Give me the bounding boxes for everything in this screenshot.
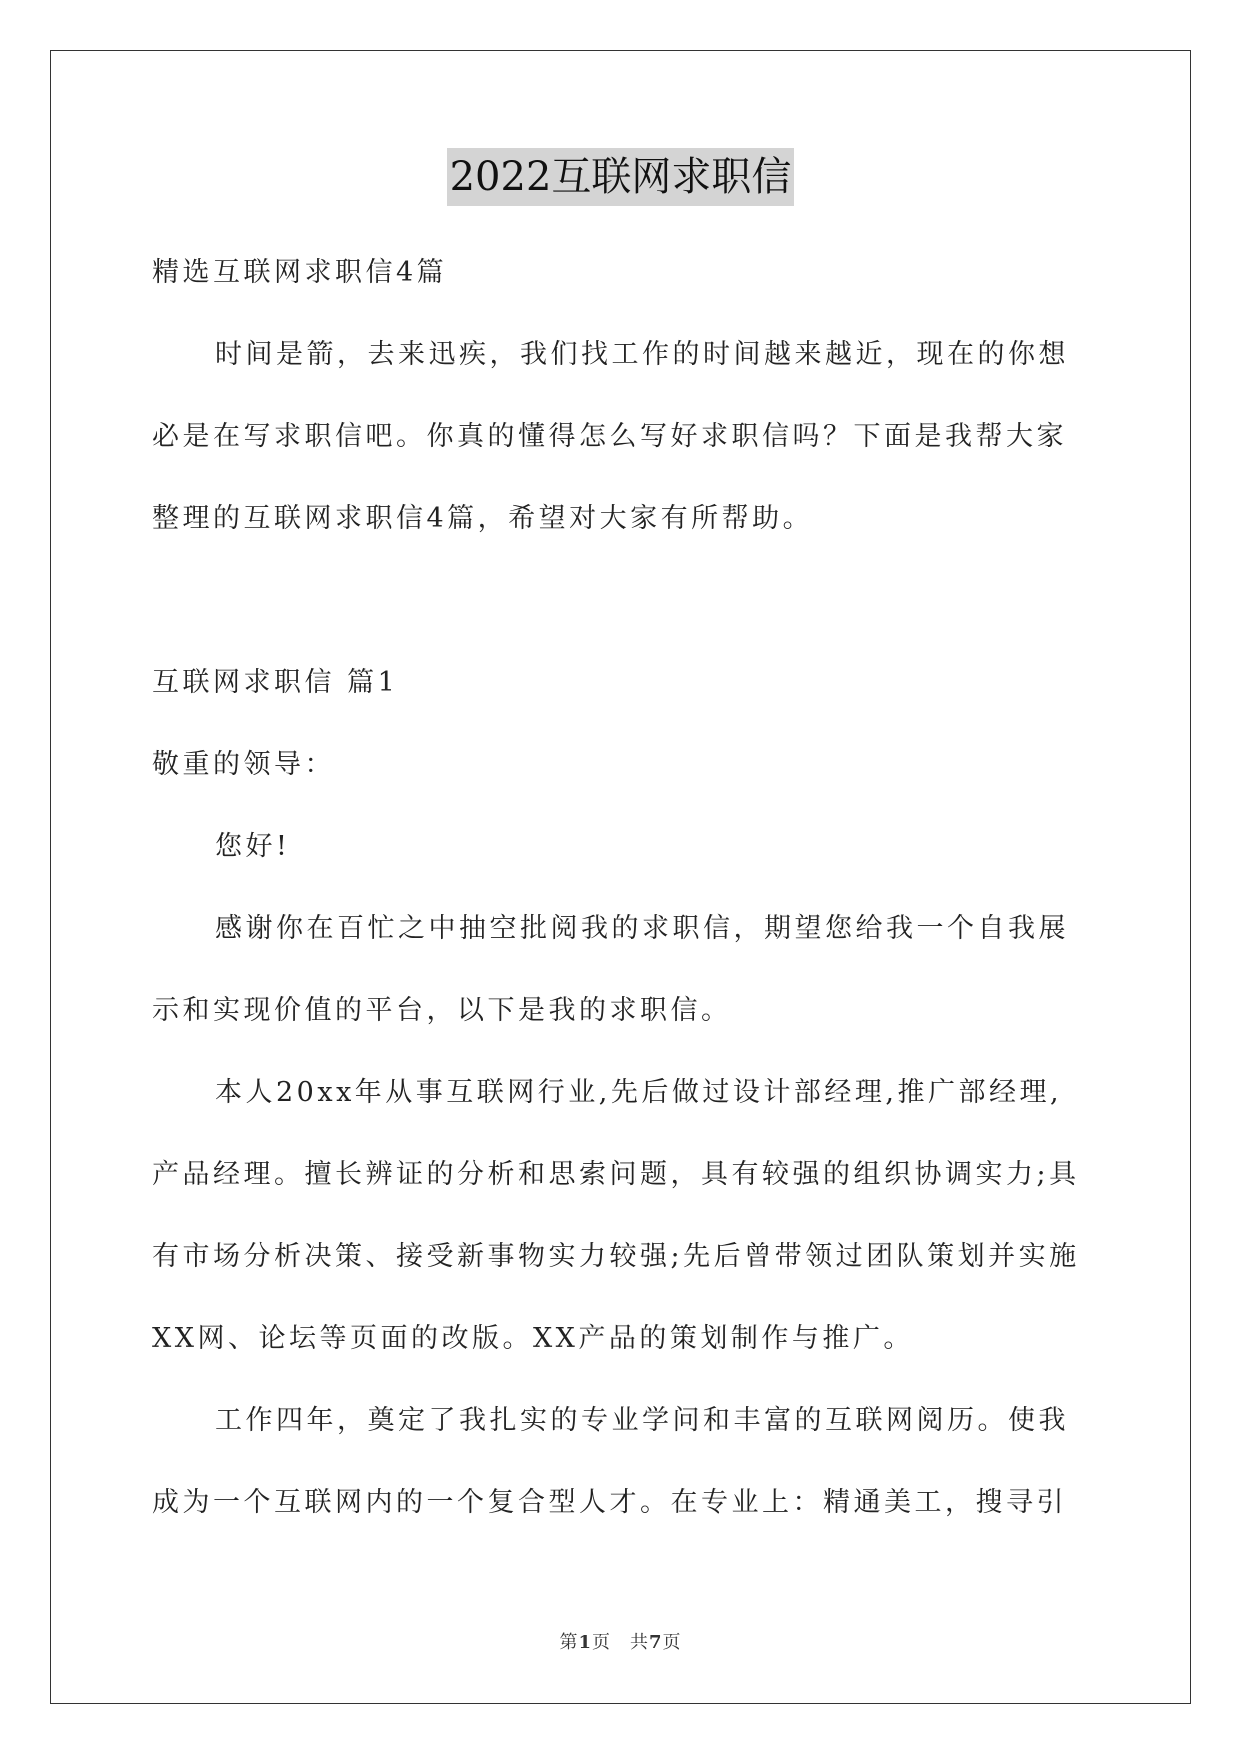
document-body: [152, 232, 1092, 1544]
greeting-line: 您好!: [215, 831, 291, 862]
paragraph-line: 感谢你在百忙之中抽空批阅我的求职信，期望您给我一个自我展: [215, 913, 1069, 944]
paragraph-line: 工作四年，奠定了我扎实的专业学问和丰富的互联网阅历。使我: [215, 1405, 1069, 1436]
paragraph-line: 必是在写求职信吧。你真的懂得怎么写好求职信吗？下面是我帮大家: [152, 421, 1067, 452]
salutation-line: 敬重的领导：: [152, 749, 335, 780]
paragraph-line: 时间是箭，去来迅疾，我们找工作的时间越来越近，现在的你想: [215, 339, 1069, 370]
current-page-number: 1: [578, 1632, 592, 1653]
blank-gap: [152, 560, 1092, 642]
paragraph-line: 示和实现价值的平台，以下是我的求职信。: [152, 995, 732, 1026]
subtitle-line: 精选互联网求职信4篇: [152, 257, 448, 288]
section-heading: 互联网求职信 篇1: [152, 667, 399, 698]
page-footer: [0, 1628, 1241, 1654]
paragraph-line: 整理的互联网求职信4篇，希望对大家有所帮助。: [152, 503, 814, 534]
title-container: [0, 148, 1241, 206]
paragraph-line: XX网、论坛等页面的改版。XX产品的策划制作与推广。: [152, 1323, 914, 1354]
document-title: 2022互联网求职信: [447, 148, 795, 206]
paragraph-line: 有市场分析决策、接受新事物实力较强;先后曾带领过团队策划并实施: [152, 1241, 1080, 1272]
paragraph-line: 产品经理。擅长辨证的分析和思索问题，具有较强的组织协调实力;具: [152, 1159, 1080, 1190]
footer-middle: 页 共: [592, 1632, 649, 1653]
footer-prefix: 第: [559, 1632, 579, 1653]
paragraph-line: 本人20xx年从事互联网行业,先后做过设计部经理,推广部经理,: [215, 1077, 1063, 1108]
total-pages-number: 7: [649, 1632, 663, 1653]
paragraph-line: 成为一个互联网内的一个复合型人才。在专业上：精通美工，搜寻引: [152, 1487, 1067, 1518]
footer-suffix: 页: [662, 1632, 682, 1653]
